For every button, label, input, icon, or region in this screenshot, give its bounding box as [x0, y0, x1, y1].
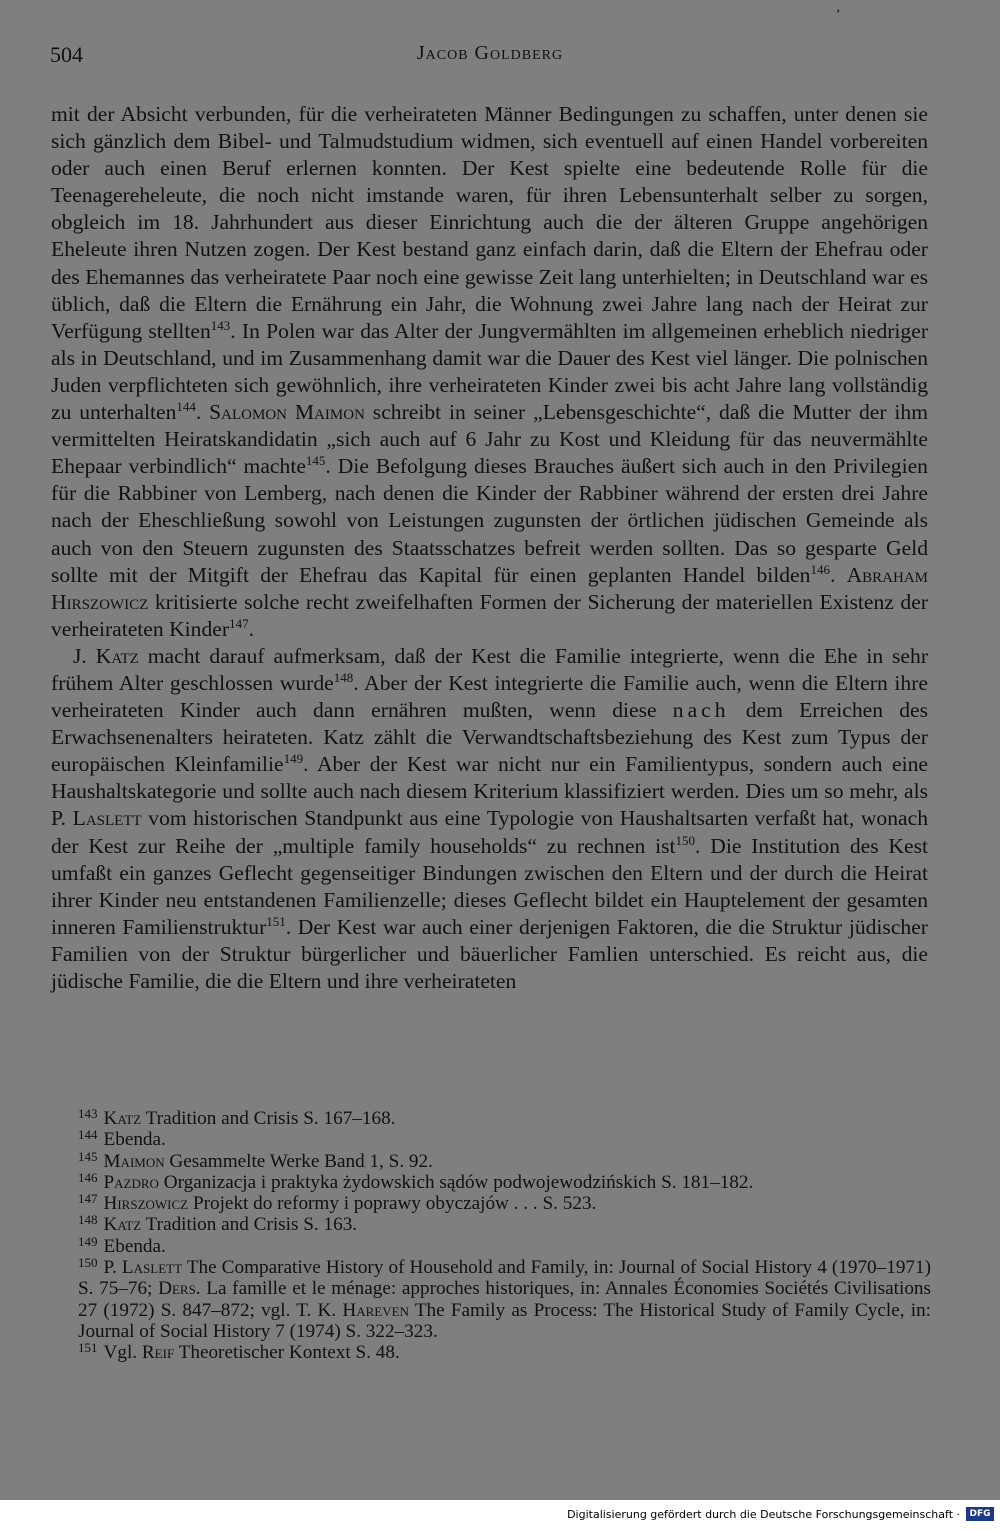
paragraph-2: J. Katz macht darauf aufmerksam, daß der Kest die Familie integrierte, wenn die Ehe in sehr frühem Alter geschlossen wurde$^{148}$. Aber der Kest integrierte die Familie auch, wenn die Eltern ihre verheirateten Kinder auch dann ernähren mußten, wenn diese nach dem Erreichen des Erwachsenenalters heirateten. Katz zählt die Verwandtschaftsbeziehung des Kest zum Typus der europäischen Kleinfamilie$^{149}$. Aber der Kest war nicht nur ein Familientypus, sondern auch eine Haushaltskategorie und sollte auch nach diesem Kriterium klassifiziert werden. Dies um so mehr, als P. Laslett vom historischen Standpunkt aus eine Typologie von Haushaltsarten verfaßt hat, wonach der Kest zur Reihe der „multiple family households“ zu rechnen ist$^{150}$. Die Institution des Kest umfaßt ein ganzes Geflecht gegenseitiger Bindungen zwischen den Eltern und der durch die Heirat ihrer Kinder neu entstandenen Familienzelle; dieses Geflecht bildet ein Hauptelement der gesamten inneren Familienstruktur$^{151}$. Der Kest war auch einer derjenigen Faktoren, die die Struktur jüdischer Familien von der Struktur bürgerlicher und bäuerlicher Famlien unterschied. Es reicht aus, die jüdische Familie, die die Eltern und ihre verheirateten — [51, 643, 929, 993]
footnote-149: $^{149}$ Ebenda. — [78, 1233, 166, 1257]
page-header — [50, 42, 930, 72]
author-name: Salomon Maimon — [209, 400, 365, 425]
footnote-ref-147: 147 — [229, 615, 249, 631]
paragraph-1: mit der Absicht verbunden, für die verheirateten Männer Bedingungen zu schaffen, unter denen sie sich gänzlich dem Bibel- und Talmudstudium widmen, sich eventuell auf einen Handel vorbereiten oder auch einen Beruf erlernen konnten. Der Kest spielte eine bedeutende Rolle für die Teenagereheleute, die noch nicht imstande waren, für ihren Lebensunterhalt selber zu sorgen, obgleich im 18. Jahrhundert aus dieser Einrichtung auch die der älteren Gruppe angehörigen Eheleute ihren Nutzen zogen. Der Kest bestand ganz einfach darin, daß die Eltern der Ehefrau oder des Ehemannes das verheiratete Paar noch eine gewisse Zeit lang unterhielten; in Deutschland war es üblich, daß die Eltern die Ernährung ein Jahr, die Wohnung zwei Jahre lang nach der Heirat zur Verfügung stellten$^{143}$. In Polen war das Alter der Jungvermählten im allgemeinen erheblich niedriger als in Deutschland, und im Zusammenhang damit war die Dauer des Kest viel länger. Die polnischen Juden verpflichteten sich gewöhnlich, ihre verheirateten Kinder zwei bis acht Jahre lang vollständig zu unterhalten$^{144}$. Salomon Maimon schreibt in seiner „Lebensgeschichte“, daß die Mutter der ihm vermittelten Heiratskandidatin „sich auch auf 6 Jahr zu Kost und Kleidung für das neuvermählte Ehepaar verbindlich“ machte$^{145}$. Die Befolgung dieses Brauches äußert sich auch in den Privilegien für die Rabbiner von Lemberg, nach denen die Kinder der Rabbiner während der ersten drei Jahre nach der Eheschließung sowohl von Leistungen zugunsten der örtlichen jüdischen Gemeinde als auch von den Steuern zugunsten des Staatsschatzes befreit werden sollten. Das so gesparte Geld sollte mit der Mitgift der Ehefrau das Kapital für einen geplanten Handel bilden$^{146}$. Abraham Hirszowicz kritisierte solche recht zweifelhaften Formen der Sicherung der materiellen Existenz der verheirateten Kinder$^{147}$. — [51, 102, 929, 641]
emphasis-text: nach — [672, 698, 730, 723]
footnote-ref-149: 149 — [283, 751, 304, 767]
page-footer — [0, 1500, 1000, 1531]
footnote-ref-144: 144 — [176, 399, 196, 415]
author-name: Katz — [95, 643, 139, 668]
footnote-146: $^{146}$ Pazdro Organizacja i praktyka żydowskich sądów podwojewodzińskich S. 181–182. — [78, 1169, 754, 1193]
running-head: Jacob Goldberg — [416, 42, 564, 64]
footnote-147: $^{147}$ Hirszowicz Projekt do reformy i poprawy obyczajów . . . S. 523. — [78, 1191, 597, 1215]
footnote-145: $^{145}$ Maimon Gesammelte Werke Band 1, S. 92. — [78, 1148, 433, 1172]
top-mark: , — [836, 0, 840, 15]
footnote-ref-150: 150 — [675, 832, 696, 848]
footnotes — [51, 1108, 931, 1364]
footnote-ref-148: 148 — [333, 669, 354, 685]
footnote-ref-145: 145 — [305, 453, 326, 469]
footnote-148: $^{148}$ Katz Tradition and Crisis S. 163. — [78, 1212, 358, 1236]
dfg-logo-icon: DFG — [966, 1507, 994, 1521]
footnote-143: $^{143}$ Katz Tradition and Crisis S. 167–168. — [78, 1106, 396, 1129]
footnote-ref-151: 151 — [266, 913, 286, 929]
author-name: Abraham Hirszowicz — [51, 562, 929, 614]
footnote-150: $^{150}$ P. Laslett The Comparative History of Household and Family, in: Journal of Social History 4 (1970–1971) S. 75–76; Ders. La famille et le ménage: approches historiques, in: Annales Économies Sociétés Civilisations 27 (1972) S. 847–872; vgl. T. K. Hareven The Family as Process: The Historical Study of Family Cycle, in: Journal of Social History 7 (1974) S. 322–323. — [78, 1255, 931, 1342]
author-name: Laslett — [72, 806, 142, 831]
footnote-ref-146: 146 — [810, 561, 830, 577]
footnote-151: $^{151}$ Vgl. Reif Theoretischer Kontext S. 48. — [78, 1340, 400, 1364]
page-number: 504 — [50, 42, 83, 67]
footnote-144: $^{144}$ Ebenda. — [78, 1127, 166, 1151]
footnote-ref-143: 143 — [210, 317, 231, 333]
body-text — [51, 101, 928, 995]
funding-note: Digitalisierung gefördert durch die Deutsche Forschungsgemeinschaft · — [567, 1508, 960, 1521]
